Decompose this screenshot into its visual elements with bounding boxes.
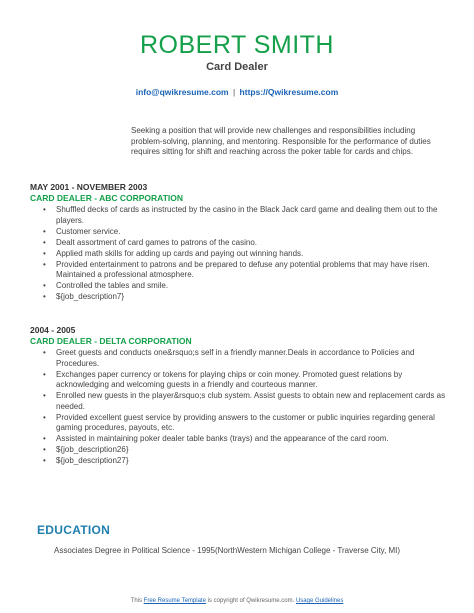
website-link[interactable]: https://Qwikresume.com xyxy=(239,87,339,97)
duty-item: • Shuffled decks of cards as instructed by the casino in the Black Jack card game and dealing them out to the players. xyxy=(56,205,450,226)
duty-item: • ${job_description7} xyxy=(56,292,450,303)
experience-entry-2 xyxy=(30,325,450,467)
duty-item: • ${job_description27} xyxy=(56,456,450,467)
experience-entry-1 xyxy=(30,182,450,303)
contact-line xyxy=(0,86,474,98)
footer-prefix: This xyxy=(130,598,142,604)
job-title: CARD DEALER - DELTA CORPORATION xyxy=(30,336,192,346)
duty-item: • Provided excellent guest service by providing answers to the customer or public inquiries regarding general gaming procedures, payouts, etc. xyxy=(56,413,450,434)
duty-item: • Dealt assortment of card games to patrons of the casino. xyxy=(56,238,450,249)
duty-item: • Enrolled new guests in the player&rsquo;s club system. Assist guests to obtain new and replacement cards as needed. xyxy=(56,391,450,412)
duty-item: • Assisted in maintaining poker dealer table banks (trays) and the appearance of the card room. xyxy=(56,434,450,445)
candidate-name: ROBERT SMITH xyxy=(140,31,334,59)
contact-separator: | xyxy=(232,87,236,97)
job-title: CARD DEALER - ABC CORPORATION xyxy=(30,193,183,203)
free-resume-template-link[interactable]: Free Resume Template xyxy=(143,598,206,604)
duty-item: • Provided entertainment to patrons and be prepared to defuse any potential problems that may have risen. Maintained a professional atmosphere. xyxy=(56,260,450,281)
duty-list xyxy=(30,205,450,303)
duty-item: • Greet guests and conducts one&rsquo;s self in a friendly manner.Deals in accordance to Policies and Procedures. xyxy=(56,348,450,369)
summary-paragraph: Seeking a position that will provide new challenges and responsibilities including problem-solving, planning, and mentoring. Responsible for the performance of duties requires sitting for shift and reaching across the poker table for cards and chips. xyxy=(131,126,431,156)
education-heading: EDUCATION xyxy=(37,523,111,537)
education-entry: Associates Degree in Political Science - 1995(NorthWestern Michigan College - Traverse City, MI) xyxy=(54,546,401,555)
duty-item: • Applied math skills for adding up cards and paying out winning hands. xyxy=(56,249,450,260)
duty-item: • Controlled the tables and smile. xyxy=(56,281,450,292)
duty-item: • Customer service. xyxy=(56,227,450,238)
job-date: MAY 2001 - NOVEMBER 2003 xyxy=(30,182,148,192)
footer-copyright-text: is copyright of Qwikresume.com. xyxy=(207,598,295,604)
footer xyxy=(0,597,474,606)
duty-item: • ${job_description26} xyxy=(56,445,450,456)
duty-list xyxy=(30,348,450,467)
duty-item: • Exchanges paper currency or tokens for playing chips or coin money. Promoted guest relations by acknowledging and welcoming guests in a friendly and courteous manner. xyxy=(56,370,450,391)
email-link[interactable]: info@qwikresume.com xyxy=(135,87,229,97)
usage-guidelines-link[interactable]: Usage Guidelines xyxy=(295,598,344,604)
job-date: 2004 - 2005 xyxy=(30,325,76,335)
candidate-job-title: Card Dealer xyxy=(206,61,268,73)
